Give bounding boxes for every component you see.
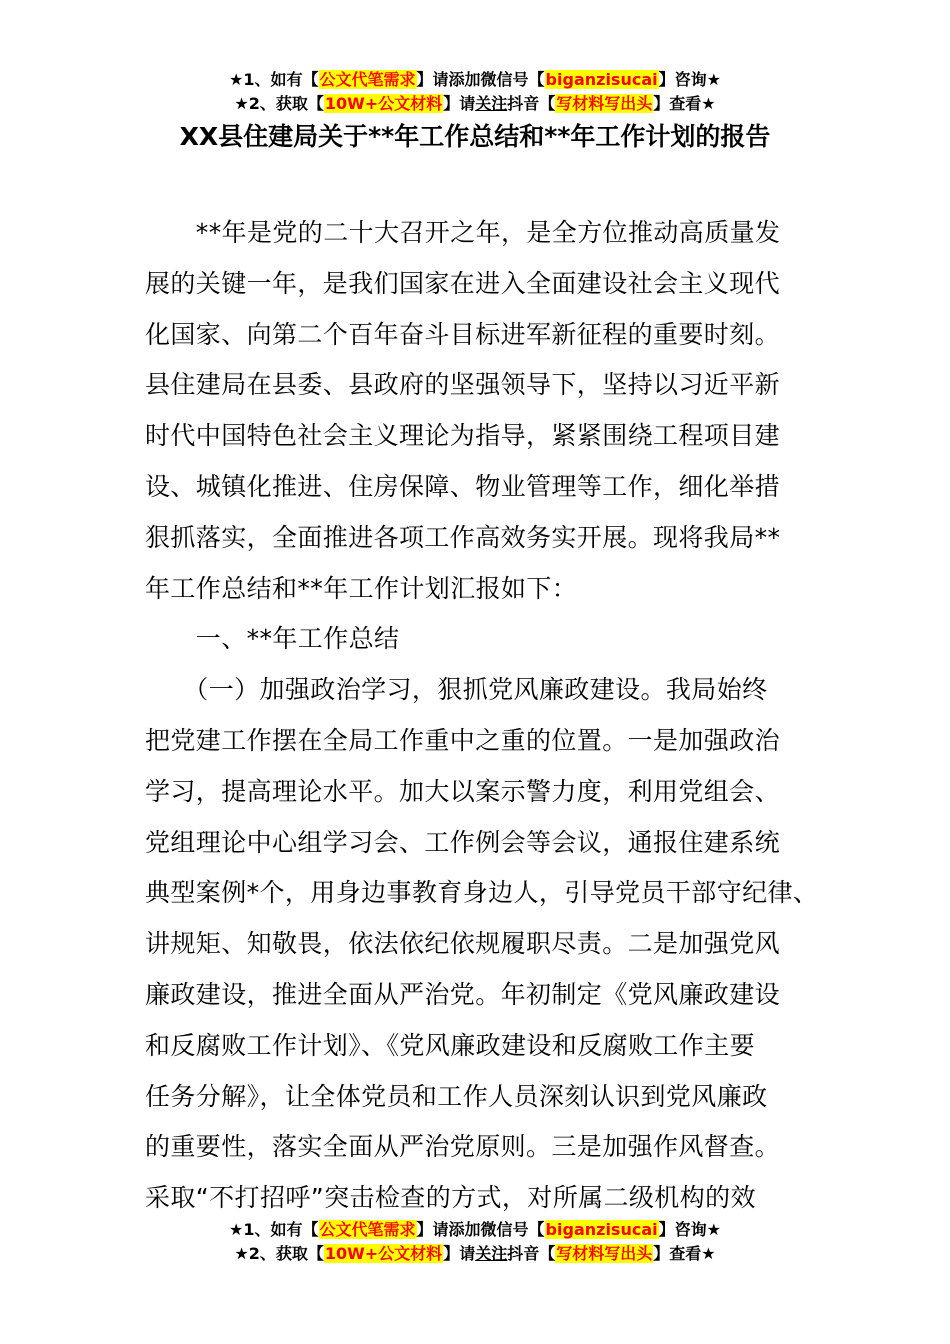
body-line: 一、**年工作总结 <box>145 624 400 654</box>
promo-text: 】查看★ <box>653 94 716 113</box>
promo-text: 】请 <box>443 94 476 113</box>
promo-text: 】请添加微信号【 <box>416 70 545 89</box>
promo-line-1 <box>0 68 950 92</box>
promo-highlight: 公文代笔需求 <box>319 70 416 89</box>
promo-text: 】咨询★ <box>658 1220 721 1239</box>
promo-text: 抖音【 <box>507 94 556 113</box>
body-line: 展的关键一年，是我们国家在进入全面建设社会主义现代 <box>145 268 781 298</box>
promo-text: ★1、如有【 <box>229 1220 319 1239</box>
body-line: 把党建工作摆在全局工作重中之重的位置。一是加强政治 <box>145 725 781 755</box>
body-line: 县住建局在县委、县政府的坚强领导下，坚持以习近平新 <box>145 370 781 400</box>
body-line: **年是党的二十大召开之年，是全方位推动高质量发 <box>145 218 781 247</box>
body-line: 和反腐败工作计划》、《党风廉政建设和反腐败工作主要 <box>145 1030 756 1060</box>
body-line: 设、城镇化推进、住房保障、物业管理等工作，细化举措 <box>145 471 781 501</box>
promo-text: ★2、获取【 <box>234 1244 324 1263</box>
promo-text: 】请 <box>443 1244 476 1263</box>
promo-text: 】请添加微信号【 <box>416 1220 545 1239</box>
promo-highlight-wechat: biganzisucai <box>545 70 658 89</box>
body-line: 党组理论中心组学习会、工作例会等会议，通报住建系统 <box>145 827 781 857</box>
body-line: 年工作总结和**年工作计划汇报如下： <box>145 573 578 603</box>
promo-highlight: 10W+公文材料 <box>324 1244 443 1263</box>
promo-highlight-douyin: 写材料写出头 <box>556 1244 653 1263</box>
body-line: 典型案例*个，用身边事教育身边人，引导党员干部守纪律、 <box>145 878 819 908</box>
promo-text: ★1、如有【 <box>229 70 319 89</box>
promo-text: 抖音【 <box>507 1244 556 1263</box>
body-line: 学习，提高理论水平。加大以案示警力度，利用党组会、 <box>145 776 781 806</box>
promo-underline: 关注 <box>475 94 508 113</box>
promo-highlight-wechat: biganzisucai <box>545 1220 658 1239</box>
promo-text: 】查看★ <box>653 1244 716 1263</box>
body-line: 采取“不打招呼”突击检查的方式，对所属二级机构的效 <box>145 1183 756 1213</box>
document-body <box>145 208 825 1224</box>
body-line: 狠抓落实，全面推进各项工作高效务实开展。现将我局** <box>145 522 781 552</box>
body-line: 化国家、向第二个百年奋斗目标进军新征程的重要时刻。 <box>145 319 781 349</box>
promo-highlight-douyin: 写材料写出头 <box>556 94 653 113</box>
promo-line-2 <box>0 92 950 116</box>
promo-underline: 关注 <box>475 1244 508 1263</box>
body-line: 时代中国特色社会主义理论为指导，紧紧围绕工程项目建 <box>145 421 781 451</box>
promo-banner-bottom <box>0 1218 950 1266</box>
body-line: 任务分解》，让全体党员和工作人员深刻认识到党风廉政 <box>145 1081 768 1111</box>
body-line: （一）加强政治学习，狠抓党风廉政建设。我局始终 <box>145 675 768 705</box>
promo-line-2 <box>0 1242 950 1266</box>
body-line: 讲规矩、知敬畏，依法依纪依规履职尽责。二是加强党风 <box>145 929 781 959</box>
promo-text: 】咨询★ <box>658 70 721 89</box>
promo-banner-top <box>0 68 950 116</box>
body-line: 廉政建设，推进全面从严治党。年初制定《党风廉政建设 <box>145 979 781 1009</box>
body-line: 的重要性，落实全面从严治党原则。三是加强作风督查。 <box>145 1132 781 1162</box>
promo-text: ★2、获取【 <box>234 94 324 113</box>
promo-highlight: 公文代笔需求 <box>319 1220 416 1239</box>
promo-line-1 <box>0 1218 950 1242</box>
document-title: XX县住建局关于**年工作总结和**年工作计划的报告 <box>179 122 771 151</box>
promo-highlight: 10W+公文材料 <box>324 94 443 113</box>
